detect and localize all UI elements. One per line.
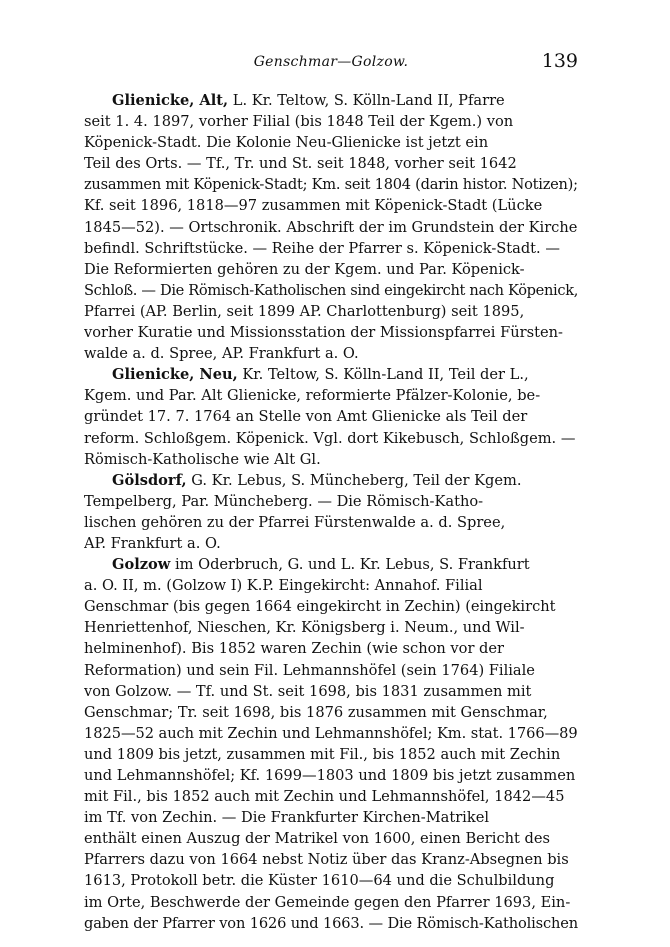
text-line: Reformation) und sein Fil. Lehmannshöfel (sein 1764) Filiale (84, 661, 535, 679)
text-line: und Lehmannshöfel; Kf. 1699—1803 und 1809 bis jetzt zusammen (84, 767, 576, 784)
text-line: gründet 17. 7. 1764 an Stelle von Amt Glienicke als Teil der (84, 408, 528, 426)
text-fragment: Kr. Teltow, S. Kölln-Land II, Teil der L., (237, 366, 529, 384)
text-line: Genschmar (bis gegen 1664 eingekircht in Zechin) (eingekircht (84, 598, 556, 616)
text-line: Tempelberg, Par. Müncheberg. — Die Römisch-Katho- (84, 492, 484, 510)
text-line: mit Fil., bis 1852 auch mit Zechin und Lehmannshöfel, 1842—45 (84, 788, 565, 806)
text-line: Römisch-Katholische wie Alt Gl. (84, 450, 321, 468)
text-line: zusammen mit Köpenick-Stadt; Km. seit 1804 (darin histor. Notizen); (84, 176, 578, 194)
text-line: Köpenick-Stadt. Die Kolonie Neu-Glienicke ist jetzt ein (84, 134, 489, 152)
text-line: Pfarrers dazu von 1664 nebst Notiz über das Kranz-Absegnen bis (84, 851, 569, 869)
entry-goelsdorf (84, 470, 578, 554)
entry-headword: Glienicke, Neu, (112, 366, 238, 384)
text-line: von Golzow. — Tf. und St. seit 1698, bis 1831 zusammen mit (84, 682, 532, 700)
entry-headword: Gölsdorf, (112, 471, 187, 489)
text-line: AP. Frankfurt a. O. (84, 534, 221, 552)
text-line: Genschmar; Tr. seit 1698, bis 1876 zusammen mit Genschmar, (84, 703, 548, 721)
text-line (84, 364, 578, 385)
text-line: im Tf. von Zechin. — Die Frankfurter Kirchen-Matrikel (84, 809, 489, 827)
text-line (84, 90, 578, 111)
entry-glienicke-alt (84, 90, 578, 364)
entry-headword: Glienicke, Alt, (112, 92, 229, 109)
running-head (84, 50, 578, 76)
text-line: gaben der Pfarrer von 1626 und 1663. — Die Römisch-Katholischen (84, 914, 578, 932)
text-line: Henriettenhof, Nieschen, Kr. Königsberg i. Neum., und Wil- (84, 619, 525, 637)
text-fragment: L. Kr. Teltow, S. Kölln-Land II, Pfarre (228, 92, 505, 109)
text-line: Kgem. und Par. Alt Glienicke, reformierte Pfälzer-Kolonie, be- (84, 387, 541, 405)
text-fragment: im Oderbruch, G. und L. Kr. Lebus, S. Frankfurt (170, 556, 530, 574)
text-line: Die Reformierten gehören zu der Kgem. und Par. Köpenick- (84, 260, 525, 278)
text-line: 1613, Protokoll betr. die Küster 1610—64 und die Schulbildung (84, 872, 555, 890)
text-line: Schloß. — Die Römisch-Katholischen sind eingekircht nach Köpenick, (84, 281, 578, 299)
text-line (84, 554, 578, 575)
text-line: im Orte, Beschwerde der Gemeinde gegen den Pfarrer 1693, Ein- (84, 893, 571, 911)
text-line: vorher Kuratie und Missionsstation der Missionspfarrei Fürsten- (84, 324, 563, 342)
entry-glienicke-neu (84, 364, 578, 469)
text-fragment: G. Kr. Lebus, S. Müncheberg, Teil der Kgem. (186, 471, 522, 489)
page-number: 139 (541, 50, 578, 72)
text-line (84, 470, 578, 491)
text-line: Teil des Orts. — Tf., Tr. und St. seit 1848, vorher seit 1642 (84, 155, 517, 173)
text-line: und 1809 bis jetzt, zusammen mit Fil., bis 1852 auch mit Zechin (84, 745, 561, 763)
text-line: Pfarrei (AP. Berlin, seit 1899 AP. Charlottenburg) seit 1895, (84, 302, 525, 320)
text-line: a. O. II, m. (Golzow I) K.P. Eingekircht: Annahof. Filial (84, 577, 483, 595)
text-line: Kf. seit 1896, 1818—97 zusammen mit Köpenick-Stadt (Lücke (84, 197, 543, 215)
body-text (84, 90, 578, 934)
text-line: 1825—52 auch mit Zechin und Lehmannshöfel; Km. stat. 1766—89 (84, 724, 578, 742)
text-line: reform. Schloßgem. Köpenick. Vgl. dort Kikebusch, Schloßgem. — (84, 429, 576, 447)
text-line: enthält einen Auszug der Matrikel von 1600, einen Bericht des (84, 830, 550, 848)
entry-golzow (84, 554, 578, 934)
text-line: helminenhof). Bis 1852 waren Zechin (wie schon vor der (84, 640, 505, 658)
text-line: seit 1. 4. 1897, vorher Filial (bis 1848 Teil der Kgem.) von (84, 113, 514, 131)
text-line: walde a. d. Spree, AP. Frankfurt a. O. (84, 345, 359, 363)
text-line: lischen gehören zu der Pfarrei Fürstenwalde a. d. Spree, (84, 513, 506, 531)
text-line: befindl. Schriftstücke. — Reihe der Pfarrer s. Köpenick-Stadt. — (84, 239, 560, 257)
text-line: 1845—52). — Ortschronik. Abschrift der im Grundstein der Kirche (84, 218, 578, 236)
running-head-title: Genschmar—Golzow. (253, 54, 409, 70)
entry-headword: Golzow (112, 556, 171, 574)
